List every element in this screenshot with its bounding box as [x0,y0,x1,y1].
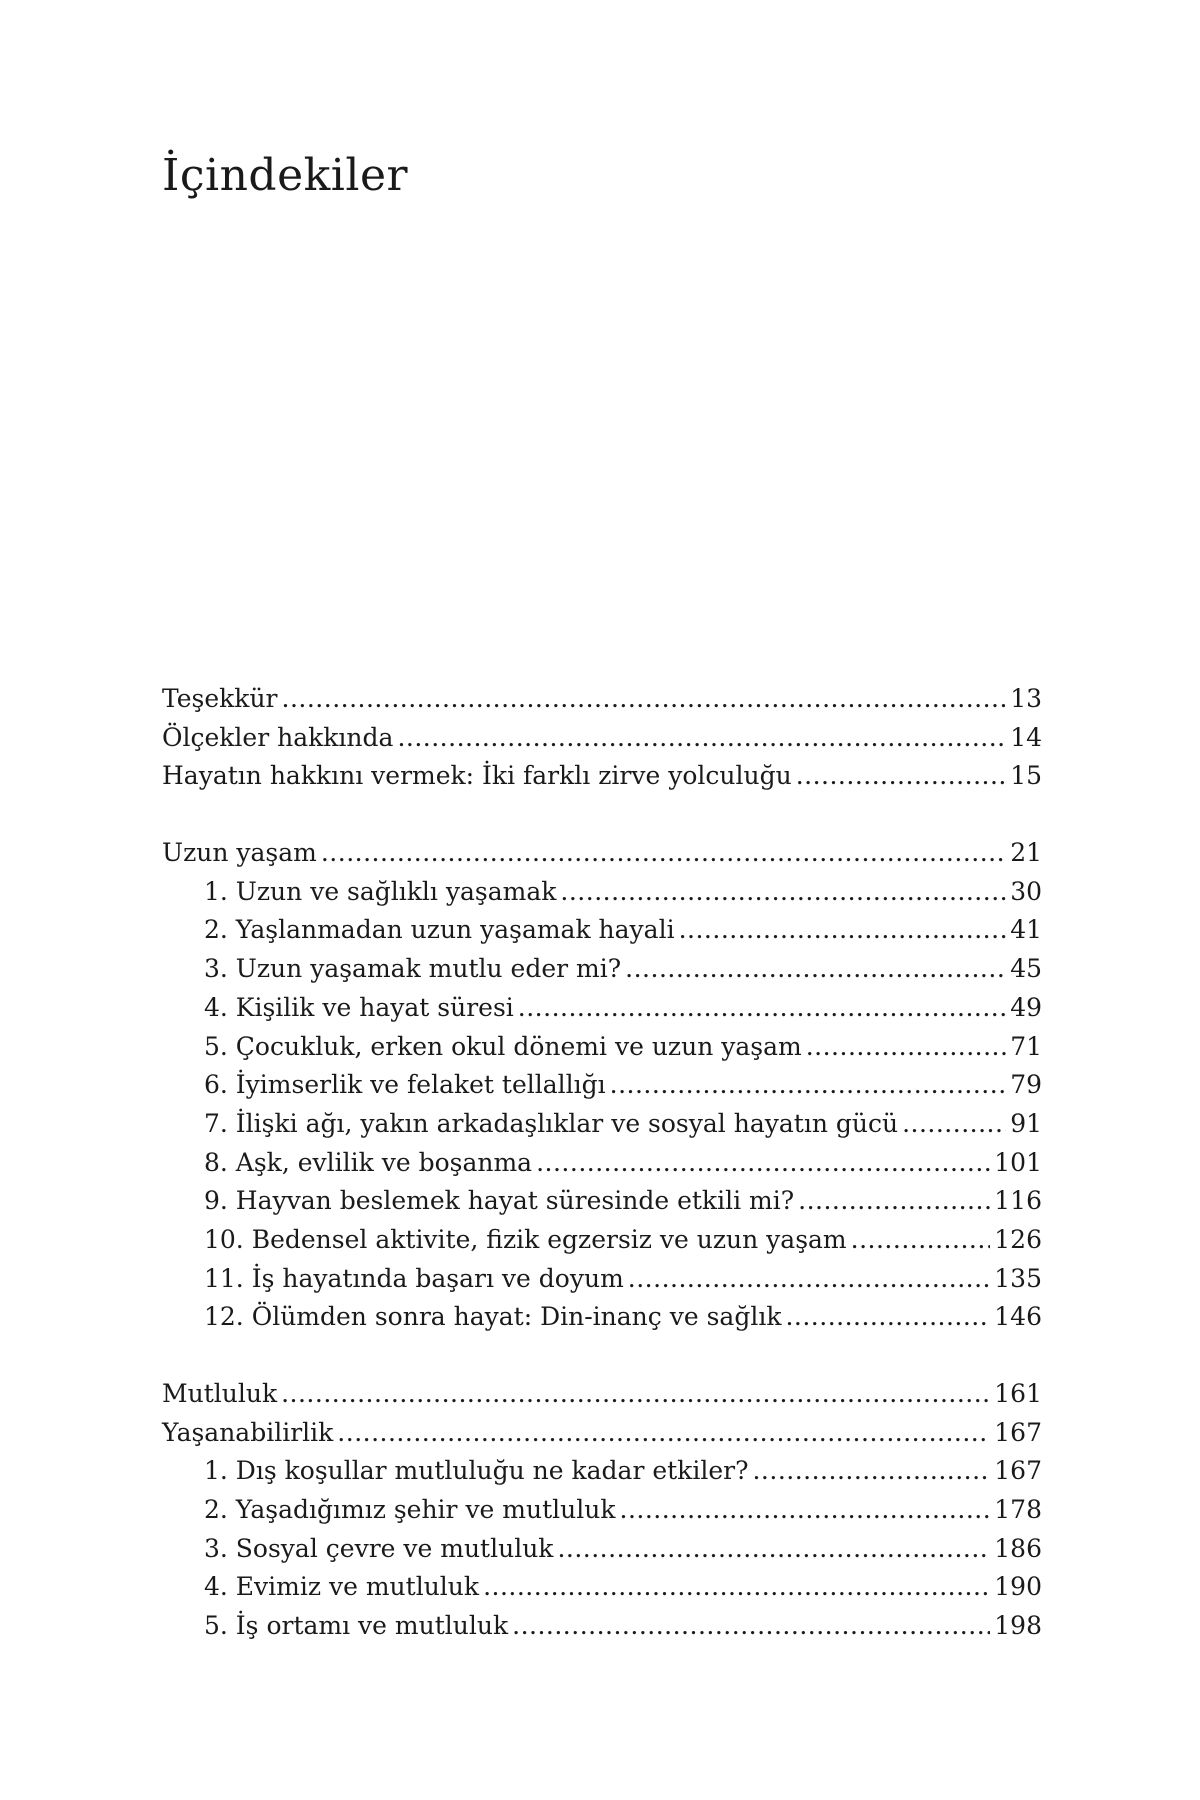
toc-entry-page: 167 [994,1417,1042,1447]
toc-chapter-entry [162,1182,1042,1221]
table-of-contents [162,680,1042,1684]
toc-entry-label: 5. Çocukluk, erken okul dönemi ve uzun yaşam [204,1031,802,1061]
toc-chapter-entry [162,1066,1042,1105]
toc-chapter-entry [162,989,1042,1028]
dot-leader [806,1028,1006,1067]
toc-entry-label: 11. İş hayatında başarı ve doyum [204,1263,624,1293]
toc-entry-label: 5. İş ortamı ve mutluluk [204,1611,509,1641]
dot-leader [785,1298,990,1337]
dot-leader [337,1414,990,1453]
toc-chapter-entry [162,1452,1042,1491]
toc-entry-page: 167 [994,1456,1042,1486]
dot-leader [610,1066,1007,1105]
dot-leader [620,1491,991,1530]
toc-entry-label: 8. Aşk, evlilik ve boşanma [204,1147,533,1177]
toc-section-heading [162,1414,1042,1453]
toc-entry-label: Uzun yaşam [162,838,317,868]
dot-leader [625,950,1006,989]
toc-entry-label: Yaşanabilirlik [162,1417,334,1447]
toc-entry-page: 178 [994,1495,1042,1525]
toc-entry-label: 7. İlişki ağı, yakın arkadaşlıklar ve sosyal hayatın gücü [204,1108,899,1138]
dot-leader [518,989,1006,1028]
toc-chapter-entry [162,1105,1042,1144]
dot-leader [536,1144,990,1183]
dot-leader [798,1182,990,1221]
toc-entry-label: Mutluluk [162,1379,278,1408]
toc-section-heading [162,1375,1042,1414]
toc-entry-label: 2. Yaşadığımız şehir ve mutluluk [204,1495,616,1525]
toc-group-front-matter [162,680,1042,796]
dot-leader [281,1375,990,1414]
toc-entry-page: 14 [1010,722,1042,752]
toc-chapter-entry [162,911,1042,950]
toc-entry-label: 4. Kişilik ve hayat süresi [204,992,514,1022]
toc-entry-page: 15 [1010,761,1042,791]
toc-entry-page: 116 [994,1186,1042,1216]
toc-entry [162,719,1042,758]
toc-chapter-entry [162,1260,1042,1299]
toc-entry [162,680,1042,719]
dot-leader [512,1607,990,1646]
toc-entry-label: 1. Dış koşullar mutluluğu ne kadar etkiler? [204,1456,749,1486]
toc-chapter-entry [162,1298,1042,1337]
dot-leader [282,680,1007,719]
dot-leader [679,911,1007,950]
toc-entry-page: 186 [994,1533,1042,1563]
toc-entry-page: 71 [1010,1031,1042,1061]
toc-chapter-entry [162,873,1042,912]
toc-chapter-entry [162,1568,1042,1607]
toc-entry-page: 21 [1010,838,1042,868]
toc-entry-page: 13 [1010,684,1042,713]
toc-entry-page: 198 [994,1611,1042,1641]
toc-chapter-entry [162,950,1042,989]
toc-entry [162,757,1042,796]
toc-entry-label: 3. Uzun yaşamak mutlu eder mi? [204,954,622,984]
dot-leader [483,1568,990,1607]
dot-leader [560,873,1006,912]
toc-entry-page: 79 [1010,1070,1042,1100]
toc-chapter-entry [162,1491,1042,1530]
toc-section-heading [162,834,1042,873]
toc-entry-page: 101 [994,1147,1042,1177]
toc-entry-page: 135 [994,1263,1042,1293]
toc-entry-page: 190 [994,1572,1042,1602]
toc-chapter-entry [162,1530,1042,1569]
toc-entry-label: Ölçekler hakkında [162,722,394,752]
toc-entry-label: 2. Yaşlanmadan uzun yaşamak hayali [204,915,675,945]
toc-entry-page: 49 [1010,992,1042,1022]
toc-entry-page: 30 [1010,876,1042,906]
toc-entry-label: 1. Uzun ve sağlıklı yaşamak [204,876,557,906]
dot-leader [628,1260,991,1299]
toc-chapter-entry [162,1144,1042,1183]
toc-entry-label: 12. Ölümden sonra hayat: Din-inanç ve sağlık [204,1302,782,1332]
dot-leader [752,1452,990,1491]
toc-entry-label: 3. Sosyal çevre ve mutluluk [204,1533,554,1563]
toc-entry-label: 10. Bedensel aktivite, fizik egzersiz ve uzun yaşam [204,1224,847,1254]
page-title: İçindekiler [162,150,409,201]
dot-leader [902,1105,1006,1144]
dot-leader [851,1221,991,1260]
toc-entry-label: Teşekkür [162,684,278,713]
toc-entry-label: Hayatın hakkını vermek: İki farklı zirve yolculuğu [162,761,792,791]
toc-entry-label: 4. Evimiz ve mutluluk [204,1572,480,1602]
toc-group-uzun-yasam [162,834,1042,1337]
toc-entry-page: 45 [1010,954,1042,984]
toc-chapter-entry [162,1607,1042,1646]
dot-leader [796,757,1007,796]
toc-entry-page: 126 [994,1224,1042,1254]
toc-entry-page: 161 [994,1379,1042,1408]
toc-chapter-entry [162,1221,1042,1260]
toc-chapter-entry [162,1028,1042,1067]
toc-entry-page: 91 [1010,1108,1042,1138]
dot-leader [397,719,1006,758]
dot-leader [557,1530,990,1569]
toc-group-mutluluk [162,1375,1042,1646]
toc-entry-page: 146 [994,1302,1042,1332]
toc-entry-page: 41 [1010,915,1042,945]
toc-entry-label: 6. İyimserlik ve felaket tellallığı [204,1070,606,1100]
dot-leader [321,834,1006,873]
toc-entry-label: 9. Hayvan beslemek hayat süresinde etkili mi? [204,1186,795,1216]
